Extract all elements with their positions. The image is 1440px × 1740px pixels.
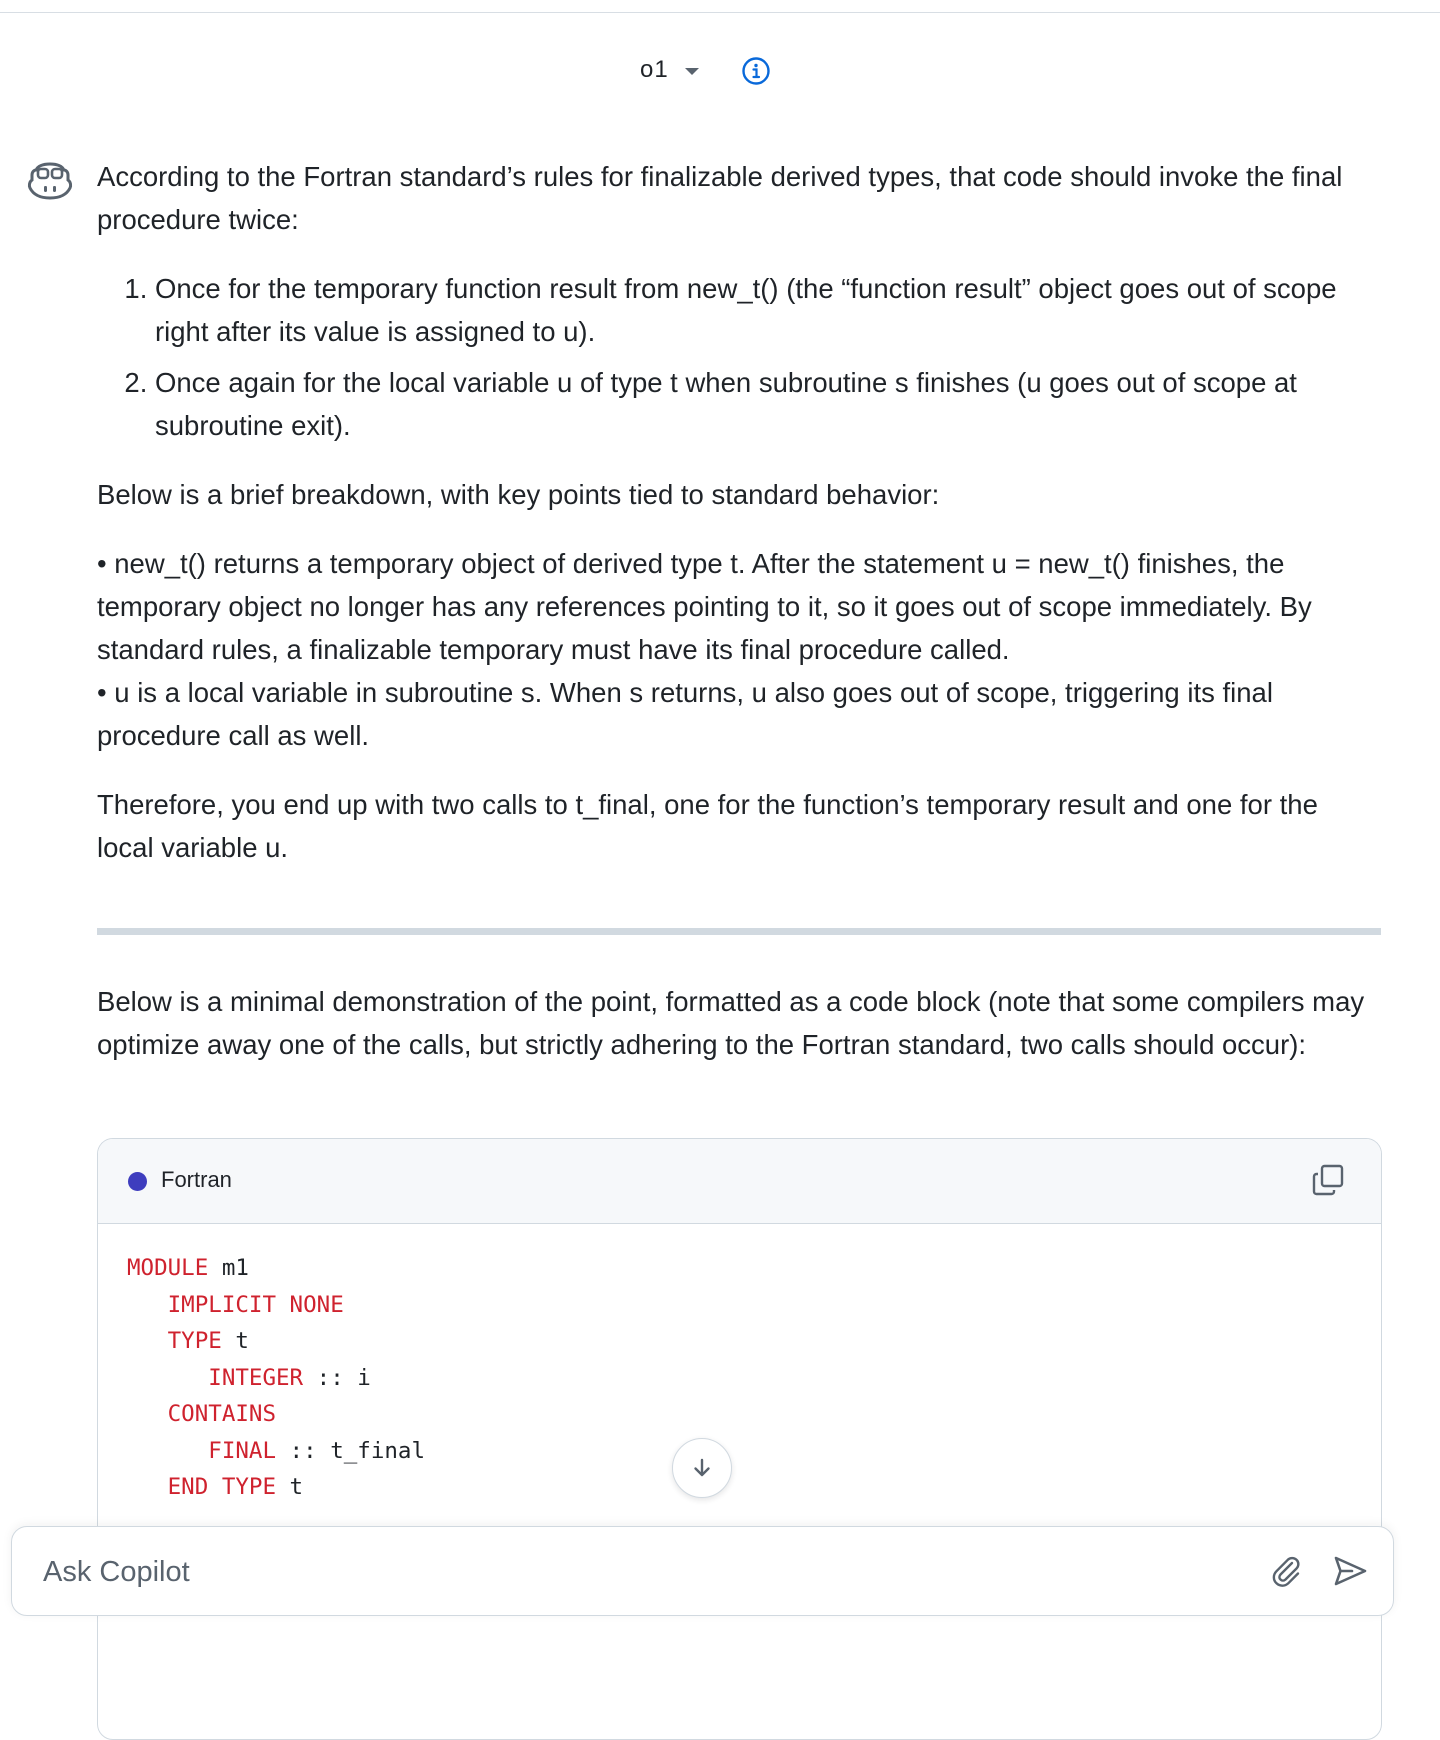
scroll-to-bottom-button[interactable] (672, 1438, 732, 1498)
code-line: INTEGER :: i (208, 1364, 371, 1391)
copilot-icon (27, 160, 73, 200)
code-language-label: Fortran (161, 1167, 232, 1192)
code-line: MODULE m1 (127, 1255, 249, 1281)
breakdown-intro: Below is a brief breakdown, with key points tied to standard behavior: (97, 479, 940, 510)
code-content (98, 1224, 1381, 1506)
conclusion-text: Therefore, you end up with two calls to t_final, one for the function’s temporary result and one for the local variable u. (97, 789, 1318, 863)
ask-copilot-input[interactable] (41, 1549, 1145, 1595)
code-line: FINAL :: t_final (208, 1437, 426, 1464)
arrow-down-icon (690, 1456, 714, 1480)
bullet-item: • u is a local variable in subroutine s. When s returns, u also goes out of scope, triggering its final procedure call as well. (97, 677, 1273, 751)
assistant-message (97, 155, 1381, 869)
top-divider (0, 12, 1440, 13)
code-block-header (98, 1139, 1381, 1224)
copy-icon[interactable] (1311, 1163, 1345, 1197)
model-bar (0, 52, 1440, 92)
model-picker[interactable] (640, 56, 699, 84)
model-label: o1 (640, 56, 669, 83)
chat-composer (11, 1526, 1394, 1616)
code-line: END TYPE t (167, 1474, 304, 1500)
list-item: 1. Once for the temporary function result from new_t() (the “function result” object goes out of scope right after its value is assigned to u). (155, 267, 1381, 353)
code-line: CONTAINS (167, 1401, 277, 1427)
send-icon[interactable] (1332, 1553, 1368, 1589)
list-item: 2. Once again for the local variable u of type t when subroutine s finishes (u goes out of scope at subroutine exit). (155, 361, 1381, 447)
language-color-dot (128, 1172, 147, 1191)
steps-list (97, 267, 1381, 447)
code-line: TYPE t (167, 1328, 249, 1354)
info-icon[interactable] (741, 56, 771, 86)
code-block (97, 1138, 1382, 1740)
code-line: IMPLICIT NONE (167, 1291, 344, 1318)
message-intro: According to the Fortran standard’s rules for finalizable derived types, that code should invoke the final procedure twice: (97, 161, 1343, 235)
horizontal-rule (97, 928, 1381, 935)
bullet-paragraph (97, 542, 1381, 757)
paperclip-icon[interactable] (1270, 1555, 1302, 1587)
bullet-item: • new_t() returns a temporary object of derived type t. After the statement u = new_t() finishes, the temporary object no longer has any references pointing to it, so it goes out of scope immediately. By standard rules, a finalizable temporary must have its final procedure called. (97, 548, 1312, 665)
chevron-down-icon (685, 68, 699, 75)
demo-intro: Below is a minimal demonstration of the point, formatted as a code block (note that some compilers may optimize away one of the calls, but strictly adhering to the Fortran standard, two calls should occur): (97, 986, 1365, 1060)
